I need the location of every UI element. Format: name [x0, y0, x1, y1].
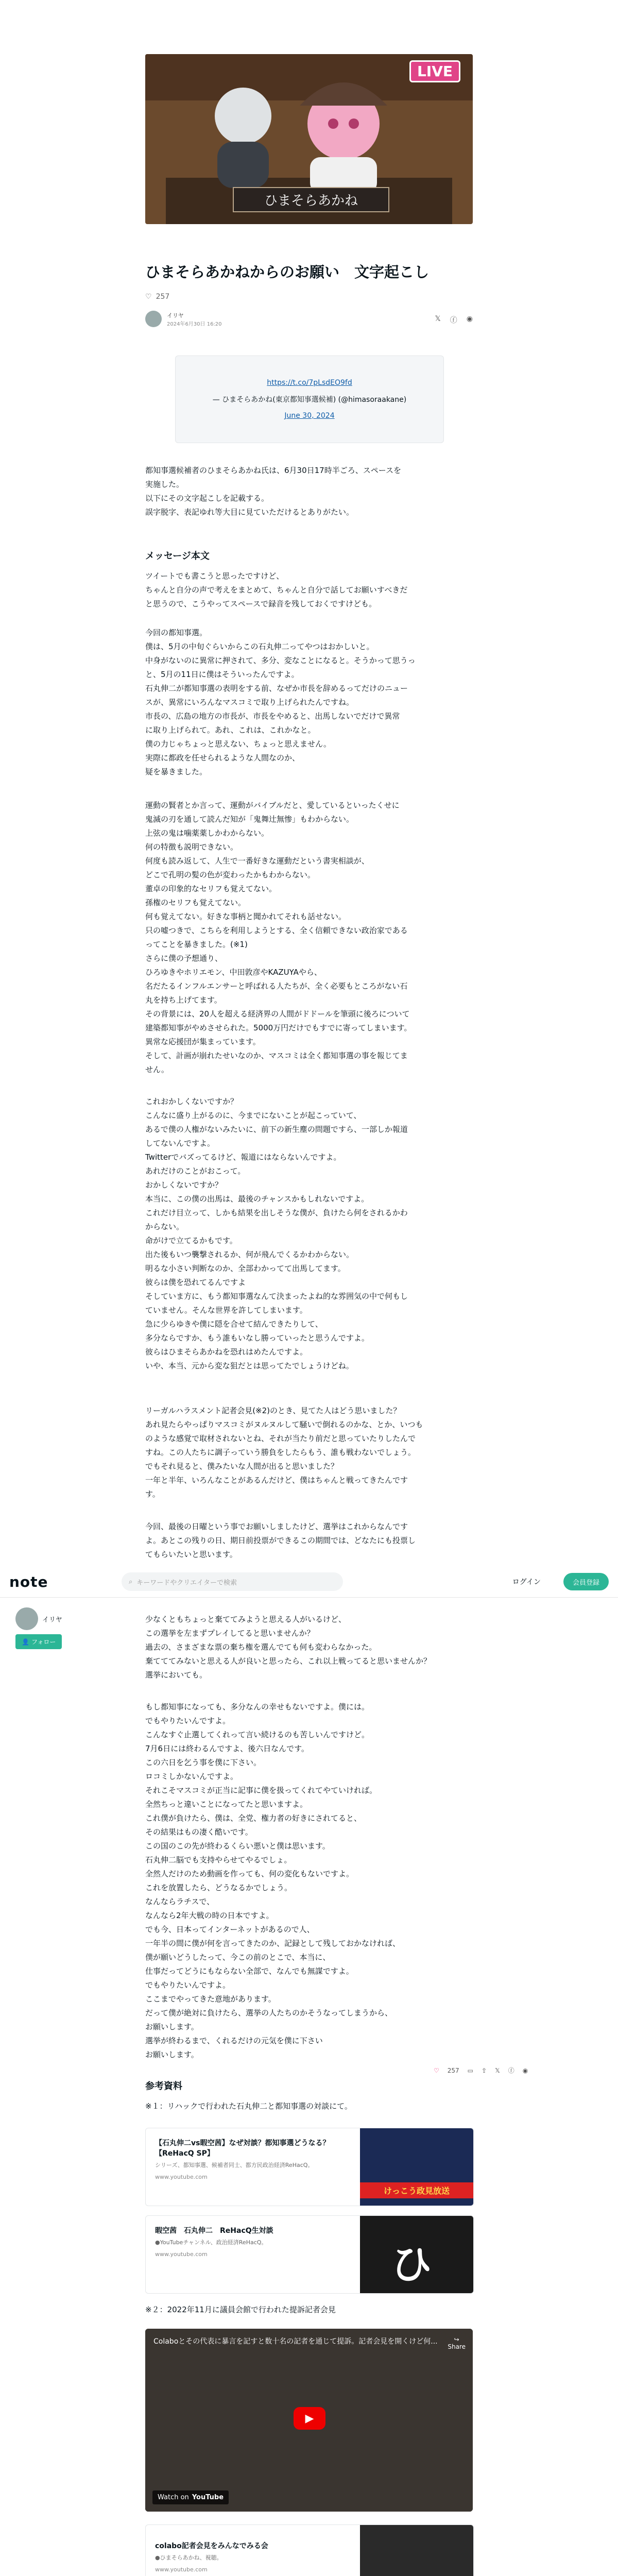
author-block	[145, 311, 473, 327]
text-line: と、5月の11日に僕はそういったんですよ。	[145, 670, 299, 679]
text-line: してないんですよ。	[145, 1139, 215, 1148]
card-title: colabo記者会見をみんなでみる会	[155, 2542, 268, 2550]
text-line: すね。この人たちに調子っていう勝負をしたらもう、誰も戦わないでしょう。	[145, 1448, 416, 1457]
text-line: 全然人だけのため動画を作っても、何の変化もないですよ。	[145, 1869, 354, 1878]
text-line: 鬼滅の刃を通して読んだ知が「鬼舞辻無惨」もわからない。	[145, 815, 354, 824]
text-line: 彼らはひまそらあかねを恐れはめたんですよ。	[145, 1347, 308, 1357]
card-source: www.youtube.com	[155, 2566, 208, 2573]
ref-2-label: ※２：2022年11月に議員会館で行われた提訴記者会見	[145, 2305, 336, 2314]
intro-line: 実施した。	[145, 480, 184, 489]
text-line: お願いします。	[145, 2050, 199, 2059]
link-card-2[interactable]	[145, 2215, 474, 2294]
text-line: だって僕が絶対に負けたら、選挙の人たちのかそうなってしまうから、	[145, 2008, 393, 2018]
ref-1-label: ※１：リハックで行われた石丸伸二と都知事選の対談にて。	[145, 2102, 352, 2111]
text-line: 名だたるインフルエンサーと呼ばれる人たちが、全く必要もところがない石	[145, 981, 408, 991]
paragraph-2	[145, 626, 473, 779]
text-line: 上弦の鬼は噛薬薬しかわからない。	[145, 828, 269, 838]
text-line: おかしくないですか？	[145, 1180, 223, 1190]
sidebar-author-name[interactable]: イリヤ	[42, 1616, 62, 1624]
text-line: 実際に都政を任せられるような人間なのか、	[145, 753, 300, 762]
text-line: あれだけのことがおこって。	[145, 1166, 246, 1176]
text-line: 全然ちっと違いことになってたと思いますよ。	[145, 1800, 308, 1809]
intro-line: 都知事選候補者のひまそらあかね氏は、6月30日17時半ごろ、スペースを	[145, 466, 401, 475]
youtube-embed[interactable]	[145, 2329, 473, 2512]
text-line: 明るな小さい判断なのか、全部わかってて出馬してます。	[145, 1264, 346, 1273]
text-line: その結果はもの凄く酷いです。	[145, 1827, 253, 1837]
text-line: どこで孔明の髪の色が変わったかもわからない。	[145, 870, 315, 879]
text-line: なんなら2年大戦の時の日本ですよ。	[145, 1911, 274, 1920]
text-line: 多分ならですか、もう誰もいなし勝っていったと思うんですよ。	[145, 1333, 369, 1343]
text-line: す。	[145, 1489, 160, 1499]
author-avatar[interactable]	[145, 311, 162, 327]
author-name[interactable]: イリヤ	[167, 312, 184, 319]
card-thumbnail	[360, 2525, 473, 2576]
search-input[interactable]	[122, 1572, 343, 1591]
text-line: 丸を持ち上げてます。	[145, 995, 222, 1005]
text-line: ってことを暴きました。(※1)	[145, 940, 248, 949]
paragraph-8	[145, 1700, 473, 2062]
text-line: 棄てててみないと思える人が良いと思ったら、これ以上戦ってると思いませんか？	[145, 1656, 432, 1666]
text-line: 急に少らゆきや僕に隠を合せて結んできたりして、	[145, 1319, 323, 1329]
text-line: 今回の都知事選。	[145, 628, 208, 637]
share-icons	[435, 315, 473, 325]
card-thumbnail	[360, 2128, 473, 2206]
follow-button[interactable]	[15, 1634, 62, 1649]
text-line: に取り上げられて。あれ、これは、これかなと。	[145, 725, 316, 735]
text-line: こんなに盛り上がるのに、今までにないことが起こっていて、	[145, 1111, 362, 1120]
card-source: www.youtube.com	[155, 2251, 208, 2258]
text-line: 何も覚えてない。好きな事柄と聞かれてそれも話せない。	[145, 912, 347, 921]
text-line: それこそマスコミが正当に記事に僕を扱ってくれてやていければ。	[145, 1786, 377, 1795]
like-count-row[interactable]	[145, 293, 473, 301]
link-card-3[interactable]	[145, 2524, 474, 2576]
share-icon: ↪	[454, 2336, 459, 2343]
text-line: 仕事だってどうにもならない全部で、なんでも無謀ですよ。	[145, 1967, 354, 1976]
text-line: 過去の、さまざまな票の棄ち権を選んでても何も変わらなかった。	[145, 1642, 377, 1652]
text-line: 運動の賢者とか言って、運動がバイブルだと、愛しているといったくせに	[145, 801, 400, 810]
text-line: スが、異常にいろんなマスコミで取り上げられたんですね。	[145, 698, 354, 707]
hero-image	[145, 54, 473, 224]
text-line: この六日を乞う事を僕に下さい。	[145, 1758, 262, 1767]
text-line: てもらいたいと思います。	[145, 1550, 237, 1559]
tweet-link[interactable]: https://t.co/7pLsdEO9fd	[267, 379, 352, 387]
text-line: 市長の、広島の地方の市長が、市長をやめると、出馬しないでだけで異常	[145, 711, 400, 721]
x-icon[interactable]: 𝕏	[495, 2066, 500, 2074]
text-line: 只の嘘つきで、こちらを利用しようとする、全く信頼できない政治家である	[145, 926, 408, 935]
post-date: 2024年6月30日 16:20	[167, 321, 222, 327]
text-line: 出た後もいつ襲撃されるか、何が飛んでくるかわからない。	[145, 1250, 354, 1259]
text-line: 少なくともちょっと棄ててみようと思える人がいるけど、	[145, 1615, 347, 1624]
person-plus-icon: 👤	[22, 1638, 29, 1646]
text-line: 7月6日には終わるんですよ、後六日なんです。	[145, 1744, 309, 1753]
text-line: ひろゆきやホリエモン、中田敦彦やKAZUYAやら、	[145, 968, 322, 977]
text-line: ちゃんと自分の声で考えをまとめて、ちゃんと自分で話してお願いすべきだ	[145, 585, 408, 595]
text-line: 今回、最後の日曜という事でお願いしましたけど、選挙はこれからなんです	[145, 1522, 408, 1531]
text-line: さらに僕の予想通り、	[145, 954, 223, 963]
text-line: でもやりたいんですよ。	[145, 1980, 231, 1990]
card-description: ●ひまそらあかね、視聴。	[155, 2554, 222, 2561]
text-line: 選挙においても。	[145, 1670, 208, 1680]
line-icon[interactable]: ◉	[466, 315, 473, 323]
paragraph-1	[145, 569, 473, 611]
watch-on-youtube[interactable]	[152, 2490, 229, 2504]
intro-line: 誤字脱字、表記ゆれ等大目に見ていただけるとありがたい。	[145, 507, 354, 517]
text-line: せん。	[145, 1065, 169, 1074]
text-line: 異常な応援団が集まっています。	[145, 1037, 261, 1046]
reaction-like-count: 257	[447, 2066, 459, 2074]
text-line: これおかしくないですか？	[145, 1097, 238, 1106]
sidebar-author	[15, 1607, 118, 1649]
signup-button[interactable]: 会員登録	[563, 1573, 609, 1590]
text-line: のような感覚で取材されないとね、それが当たり前だと思っていたりしたんで	[145, 1434, 416, 1443]
share-button[interactable]	[448, 2336, 466, 2350]
play-button[interactable]: ▶	[294, 2407, 325, 2430]
section-heading: メッセージ本文	[145, 551, 210, 562]
text-line: この国のこの先が終わるくらい悪いと僕は思います。	[145, 1841, 330, 1851]
text-line: でもやりたいんですよ。	[145, 1716, 231, 1725]
text-line: 何度も読み返して、人生で一番好きな運動だという書実相談が、	[145, 856, 369, 866]
youtube-logo: YouTube	[192, 2494, 224, 2501]
heart-icon[interactable]: ♡	[145, 293, 152, 301]
text-line: 何の特徴も説明できない。	[145, 842, 238, 852]
text-line: 中身がないのに異常に押されて、多分、変なことになると。そうかって思うっ	[145, 656, 416, 665]
text-line: 僕の力じゃちょっと思えない、ちょっと思えません。	[145, 739, 331, 749]
text-line: これ僕が負けたら、僕は、全党、権力者の好きにされてると、	[145, 1814, 362, 1823]
tweet-embed	[175, 355, 444, 443]
intro-line: 以下にその文字起こしを記載する。	[145, 494, 269, 503]
facebook-icon[interactable]: ⓕ	[450, 316, 457, 325]
paragraph-7	[145, 1613, 473, 1682]
card-title: 【石丸伸二vs暇空茜】なぜ対談？都知事選どうなる？【ReHacQ SP】	[155, 2139, 330, 2158]
text-line: その背景には、20人を超える経済界の人間がドドールを筆頭に後ろについて	[145, 1009, 410, 1019]
text-line: あれ見たらやっぱりマスコミがヌルヌルして騒いで倒れるのかな、とか、いつも	[145, 1420, 423, 1429]
search-icon: ⌕	[129, 1578, 133, 1586]
text-line: リーガルハラスメント記者会見(※2)のとき、見てた人はどう思いました？	[145, 1406, 401, 1415]
card-title: 暇空茜 石丸伸二 ReHacQ生対談	[155, 2227, 273, 2235]
thumbnail-caption: ひ	[391, 2241, 432, 2289]
hero-caption: ひまそらあかね	[233, 187, 389, 212]
text-line: いや、本当、元から変な狙だとは思ってたでしょうけどね。	[145, 1361, 354, 1370]
heart-icon[interactable]: ♡	[434, 2066, 439, 2074]
like-count: 257	[156, 293, 170, 301]
text-line: そして、計画が崩れたせいなのか、マスコミは全く都知事選の事を報じてま	[145, 1051, 408, 1060]
text-line: ロコミしかないんですよ。	[145, 1772, 238, 1781]
paragraph-6	[145, 1520, 473, 1562]
text-line: なんならラチスで、	[145, 1897, 215, 1906]
paragraph-4	[145, 1095, 473, 1373]
share-icon[interactable]: ⇪	[482, 2066, 487, 2074]
live-badge: LIVE	[409, 60, 460, 82]
text-line: でもそれ見ると、僕みたいな人間が出ると思いました？	[145, 1462, 339, 1471]
follow-label: フォロー	[31, 1638, 56, 1646]
text-line: 一年半の間に僕が何を言ってきたのか、記録として残しておかなければ、	[145, 1939, 401, 1948]
thumbnail-caption: けっこう政見放送	[360, 2182, 473, 2198]
share-label: Share	[448, 2343, 466, 2350]
note-logo[interactable]: note	[9, 1573, 48, 1590]
text-line: 僕が願いどうしたって、今この前のとこで、本当に、	[145, 1953, 331, 1962]
text-line: もし都知事になっても、多分なんの幸せもないですよ。僕には。	[145, 1702, 370, 1711]
paragraph-5	[145, 1404, 473, 1501]
watch-on-label: Watch on	[158, 2494, 189, 2501]
text-line: ツイートでも書こうと思ったですけど、	[145, 571, 284, 581]
search-placeholder: キーワードやクリエイターで検索	[136, 1579, 237, 1587]
text-line: 本当に、この僕の出馬は、最後のチャンスかもしれないですよ。	[145, 1194, 369, 1204]
video-title[interactable]: Colaboとその代表に暴言を記すと数十名の記者を通じて提訴。記者会見を開くけど何...	[153, 2337, 438, 2346]
text-line: 命がけで立てるかもです。	[145, 1236, 237, 1245]
text-line: Twitterでバズってるけど、報道にはならないんですよ。	[145, 1153, 341, 1162]
reaction-bar	[434, 2066, 528, 2075]
text-line: こんなすぐ止選してくれって言い続けるのも苦しいんですけど。	[145, 1730, 370, 1739]
card-description: シリーズ、都知事選、候補者同士、都方民政治経済ReHacQ。	[155, 2162, 314, 2168]
text-line: これだけ目立って、しかも結果を出しそうな僕が、負けたら何をされるかわ	[145, 1208, 408, 1217]
text-line: ていません。そんな世界を許してしまいます。	[145, 1306, 307, 1315]
article-title: ひまそらあかねからのお願い 文字起こし	[145, 263, 430, 281]
text-line: お願いします。	[145, 2022, 199, 2031]
line-icon[interactable]: ◉	[522, 2066, 528, 2074]
card-source: www.youtube.com	[155, 2174, 208, 2180]
text-line: と思うので、こうやってスペースで録音を残しておくですけども。	[145, 599, 376, 608]
text-line: 一年と半年、いろんなことがあるんだけど、僕はちゃんと戦ってきたんです	[145, 1476, 408, 1485]
text-line: 建築都知事がやめさせられた。5000万円だけでもすでに寄ってしまいます。	[145, 1023, 412, 1032]
login-link[interactable]: ログイン	[512, 1578, 541, 1586]
refs-heading: 参考資料	[145, 2081, 182, 2092]
card-description: ●YouTubeチャンネル、政治経済ReHacQ。	[155, 2239, 267, 2246]
site-header	[0, 1566, 618, 1598]
text-line: 僕は、5月の中旬ぐらいからこの石丸伸二ってやつはおかしいと。	[145, 642, 374, 651]
text-line: あるで僕の人権がないみたいに、前下の新生塵の問題ですら、一部しか報道	[145, 1125, 408, 1134]
tweet-date[interactable]: June 30, 2024	[284, 412, 335, 420]
text-line: 董卓の印象的なセリフも覚えてない。	[145, 884, 277, 893]
x-icon[interactable]: 𝕏	[435, 315, 441, 323]
text-line: ここまでやってきた意地があります。	[145, 1994, 276, 2004]
text-line: 孫権のセリフも覚えてない。	[145, 898, 246, 907]
text-line: そしていま方に、もう都知事選なんて決まったよね的な雰囲気の中で何もし	[145, 1292, 408, 1301]
text-line: 石丸伸二が都知事選の表明をする前、なぜか市長を辞めるってだけのニュー	[145, 684, 408, 693]
text-line: 選挙が終わるまで、くれるだけの元気を僕に下さい	[145, 2036, 323, 2045]
text-line: でも今、日本ってインターネットがあるので人、	[145, 1925, 315, 1934]
text-line: よ。あとこの残りの日、期日前投票ができるこの期間では、どなたにも投票し	[145, 1536, 416, 1545]
intro-text	[145, 464, 473, 519]
tweet-attribution: — ひまそらあかね(東京都知事選候補) (@himasoraakane)	[212, 396, 407, 404]
text-line: この選挙を左まずプレイしてると思いませんか？	[145, 1629, 315, 1638]
text-line: これを放置したら、どうなるかでしょう。	[145, 1883, 293, 1892]
facebook-icon[interactable]: ⓕ	[508, 2067, 514, 2074]
sidebar-avatar[interactable]	[15, 1607, 38, 1630]
link-card-1[interactable]	[145, 2128, 474, 2206]
text-line: 彼らは僕を恐れてるんですよ	[145, 1278, 246, 1287]
card-thumbnail	[360, 2216, 473, 2293]
comment-icon[interactable]: ▭	[467, 2066, 474, 2074]
text-line: からない。	[145, 1222, 184, 1231]
text-line: 石丸伸二脳でも支持やらせてやるでしょ。	[145, 1855, 292, 1865]
text-line: 疑を暴きました。	[145, 767, 208, 776]
paragraph-3	[145, 799, 473, 1077]
